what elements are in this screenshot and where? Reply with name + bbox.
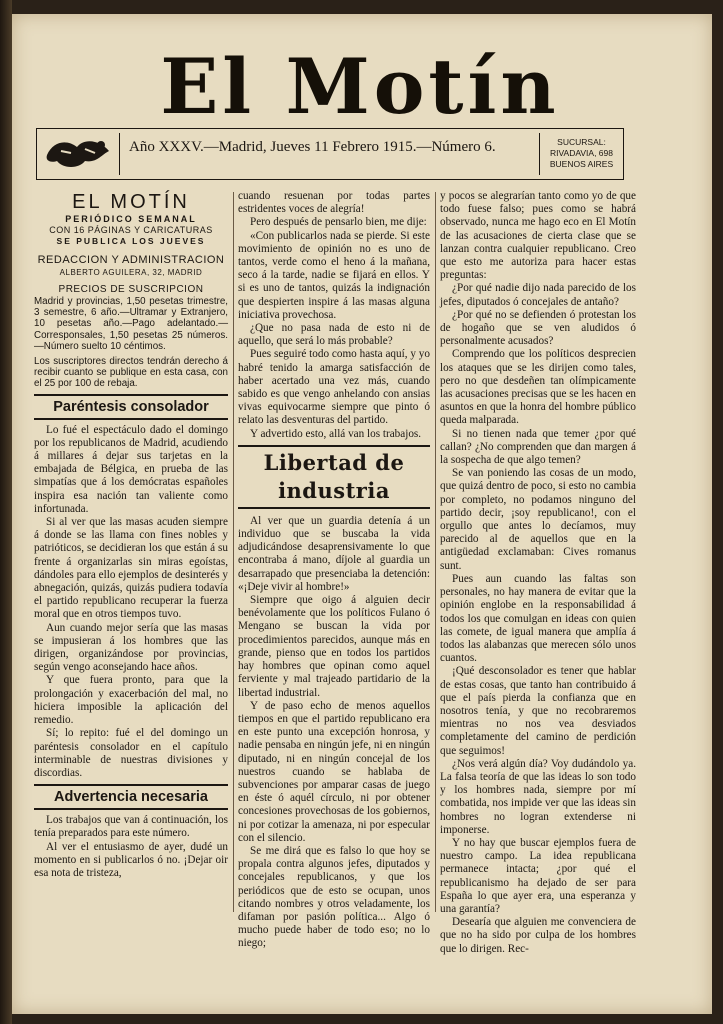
office-heading: REDACCION Y ADMINISTRACION [37,254,225,266]
paragraph: ¿Por qué no se defienden ó protestan los de hogaño que se ven aludidos ó personalmente acusados? [440,308,636,348]
paragraph: Al ver el entusiasmo de ayer, dudé un momento en si publicarlos ó no. ¡Dejar oir esa nota de tristeza, [34,840,228,879]
vignette-illustration [41,133,120,175]
masthead-title: El Motín [160,42,560,131]
paragraph: Siempre que oigo á alguien decir benévolamente que los políticos Fulano ó Mengano se buscan la vida por procedimientos parecidos, aunque más en grande, pienso que en todos los partidos hay hombres que opinan como aquel ferviente y mal trajeado partidario de la libertad industrial. [238,594,430,699]
paragraph: Y no hay que buscar ejemplos fuera de nuestro campo. La idea republicana permanece intacta; ¿por qué el republicanismo ha dejado de ser para España lo que ayer era, una esperanza y una garantía? [440,836,636,915]
info-bar [36,128,624,180]
subscription-prices [34,296,228,390]
paragraph: y pocos se alegrarían tanto como yo de que todo fuese falso; pues como se habrá observado, nunca me hago eco en El Motín de las acusaciones de cierta clase que se lanzan contra cualquier republicano. Creo que esto me autoriza para hacer estas preguntas: [440,190,636,282]
office-address: ALBERTO AGUILERA, 32, MADRID [59,268,203,277]
paragraph: Los suscriptores directos tendrán derecho á recibir cuanto se publique en esta casa, con el 25 por 100 de rebaja. [34,356,228,390]
binding-gutter [0,0,12,1024]
paragraph: Pues aun cuando las faltas son personales, no hay manera de evitar que la opinión englobe en la responsabilidad á todos los que comulgan en ideas con quien las comete, de igual manera que amplía á todos las alabanzas que merecen sólo unos cuantos. [440,572,636,665]
paragraph: Y advertido esto, allá van los trabajos. [250,427,422,440]
paragraph: Se van poniendo las cosas de un modo, que quizá dentro de poco, si esto no cambia por completo, no podamos ninguno del partido decir, ¡soy republicano!, con el orgullo que antes lo decíamos, muy parecido al de aquellos que en la antigüedad exclamaban: Cives romanus sunt. [440,467,636,572]
paragraph: ¿Que no pasa nada de esto ni de aquello, que será lo más probable? [238,322,430,348]
paragraph: Y que fuera pronto, para que la prolongación y exacerbación del mal, no hiciera imposible la aplicación del remedio. [34,674,228,727]
paragraph: Al ver que un guardia detenía á un individuo que se buscaba la vida adjudicándose desaprensivamente lo que encontraba á mano, díjole al guardia un desarrapado que presenciaba la detención: «¡Deje vivir al hombre!» [238,514,430,593]
paragraph: Si al ver que las masas acuden siempre á donde se las llama con fines nobles y patrióticos, se decidieran los que están á su frente á organizarlas sin miras egoístas, dándoles para ello ejemplos de desinterés y abnegación, quizás, quizás pudiera todavía el partido republicano recuperar la fuerza moral que en otros tiempos tuvo. [34,516,228,621]
paragraph: Pero después de pensarlo bien, me dije: [250,216,427,229]
paper-subtitle: PERIÓDICO SEMANAL [65,214,197,224]
paragraph: Aun cuando mejor sería que las masas se impusieran á los hombres que las dirigen, organizándose por provincias, según vengo aconsejando hace años. [34,621,228,674]
paragraph: ¡Qué desconsolador es tener que hablar de estas cosas, que tanto han contribuido á que el país pierda la confianza que en nosotros tenía, y que no recobraremos mientras no nos vea desviados completamente del camino de perdición que seguimos! [440,665,636,757]
article-title: Paréntesis consolador [34,394,228,420]
paragraph: Desearía que alguien me convenciera de que no ha sido por culpa de los hombres que lo dirigen. Rec- [440,916,636,955]
paragraph: ¿Nos verá algún día? Voy dudándolo ya. La falsa teoría de que las ideas lo son todo y los hombres nada, siempre por mí combatida, nos impide ver que las ideas sin hombres no logran extenderse ni imponerse. [440,757,636,836]
paragraph: Si no tienen nada que temer ¿por qué callan? ¿No comprenden que dan margen á la sospecha de que algo temen? [440,427,636,467]
paper-schedule: SE PUBLICA LOS JUEVES [56,236,206,246]
branch-line: RIVADAVIA, 698 [550,148,613,158]
paper-name: EL MOTÍN [72,191,190,213]
paragraph: Madrid y provincias, 1,50 pesetas trimestre, 3 semestre, 6 año.—Ultramar y Extranjero, 10 pesetas año.—Pago adelantado.—Corresponsales, 1,50 pesetas 25 números.—Número suelto 10 céntimos. [34,296,228,352]
paragraph: «Con publicarlos nada se pierde. Si este movimiento de opinión no es uno de tantos, verde como el heno á la mañana, seco á la tarde, nadie se fijará en ellos. Y si es uno de tantos, quizás la indignación que despierten inspire á las masas alguna iniciativa provechosa. [238,229,430,321]
paragraph: Sí; lo repito: fué el del domingo un paréntesis consolador en el capítulo interminable de nuestras divisiones y discordias. [34,727,228,779]
paragraph: cuando resuenan por todas partes estridentes voces de alegría! [238,190,430,216]
column-3 [440,190,636,956]
paragraph: Pues seguiré todo como hasta aquí, y yo habré tenido la amarga satisfacción de haber acertado una vez más, cuando sabido es que vengo anhelando con ansias vivas equivocarme siempre que pinto ó relato las desventuras del partido. [238,348,430,427]
column-rule [233,192,234,912]
article-title: Libertad de industria [238,445,430,509]
paragraph: Los trabajos que van á continuación, los tenía preparados para este número. [34,814,228,840]
paragraph: ¿Por qué nadie dijo nada parecido de los jefes, diputados ó concejales de antaño? [440,282,636,308]
paragraph: Lo fué el espectáculo dado el domingo por los republicanos de Madrid, acudiendo á millares á dejar sus tarjetas en la embajada de Bélgica, en prueba de las simpatías que á los demócratas españoles inspira esa nación tan valiente como infortunada. [34,423,228,515]
column-1 [34,190,228,880]
article-title: Advertencia necesaria [34,784,228,810]
paper-pages: CON 16 PÁGINAS Y CARICATURAS [49,225,213,235]
column-2 [238,190,430,951]
paragraph: Se me dirá que es falso lo que hoy se propala contra algunos jefes, diputados y concejales republicanos, y que los periódicos que de esto se ocupan, unos citando nombres y otros veladamente, los difaman por pasión política... Algo ó mucho puede haber de todo eso; no lo niego; [238,844,430,950]
dateline: Año XXXV.—Madrid, Jueves 11 Febrero 1915.—Número 6. [129,139,496,155]
column-rule [435,192,436,912]
paragraph: Comprendo que los políticos desprecien los ataques que se les dirijen como tales, pero no que desdeñen tan olímpicamente las acusaciones precisas que se les hacen en asuntos en que la honra del hombre público queda malparada. [440,348,637,427]
branch-office [539,133,623,175]
paragraph: Y de paso echo de menos aquellos tiempos en que el partido republicano era en este punto una excepción honrosa, y nadie pensaba en ningún jefe, ni en ningún diputado, ni en ningún concejal de los nuestros cuando se hablaba de subvenciones por amparar casas de juego en éste ó aquél círculo, ni por obtener concesiones provechosas de los gobiernos, ni por cotizar la amenaza, ni por especular con el silencio. [238,699,430,844]
branch-line: BUENOS AIRES [549,159,614,169]
subscription-heading: PRECIOS DE SUSCRIPCION [58,284,204,295]
branch-line: SUCURSAL: [557,137,606,147]
